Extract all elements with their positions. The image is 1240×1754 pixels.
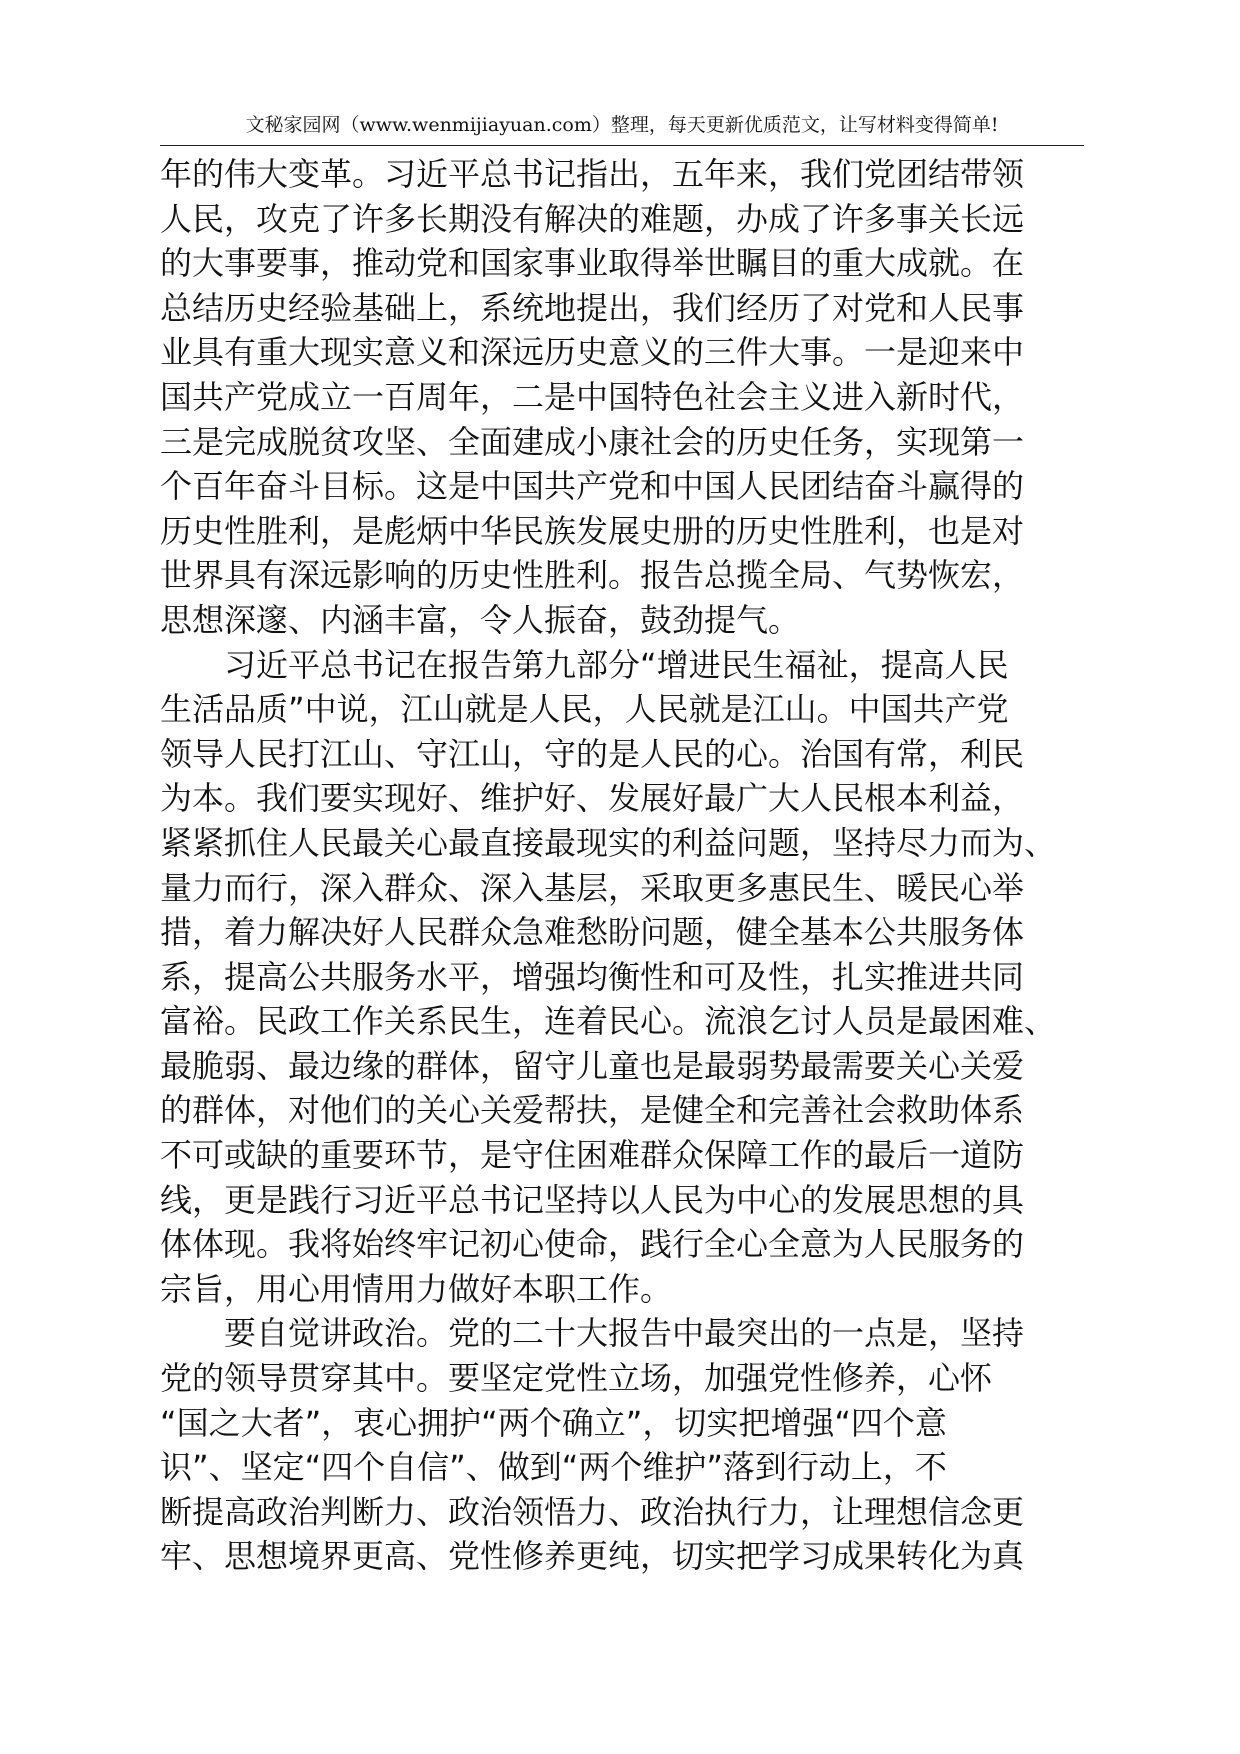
- paragraph: [160, 1311, 1084, 1579]
- paragraph-line: 年的伟大变革。习近平总书记指出，五年来，我们党团结带领: [160, 155, 1025, 193]
- paragraph-line: 线，更是践行习近平总书记坚持以人民为中心的发展思想的具: [160, 1180, 1025, 1219]
- paragraph-line: 国共产党成立一百周年，二是中国特色社会主义进入新时代，: [160, 377, 1025, 416]
- paragraph-line: 历史性胜利，是彪炳中华民族发展史册的历史性胜利，也是对: [160, 511, 1025, 550]
- paragraph-line: 个百年奋斗目标。这是中国共产党和中国人民团结奋斗赢得的: [160, 467, 1025, 506]
- paragraph-line: 总结历史经验基础上，系统地提出，我们经历了对党和人民事: [160, 288, 1025, 327]
- document-body: [160, 152, 1084, 1579]
- paragraph-line: 人民，攻克了许多长期没有解决的难题，办成了许多事关长远: [160, 199, 1025, 238]
- paragraph-line: 生活品质”中说，江山就是人民，人民就是江山。中国共产党: [160, 690, 1009, 729]
- paragraph-line: 富裕。民政工作关系民生，连着民心。流浪乞讨人员是最困难、: [160, 1002, 1057, 1041]
- paragraph-line: 要自觉讲政治。党的二十大报告中最突出的一点是，坚持: [224, 1314, 1025, 1353]
- paragraph-line: 习近平总书记在报告第九部分“增进民生福祉，提高人民: [224, 645, 1009, 684]
- paragraph-line: 最脆弱、最边缘的群体，留守儿童也是最弱势最需要关心关爱: [160, 1046, 1025, 1085]
- paragraph-line: 三是完成脱贫攻坚、全面建成小康社会的历史任务，实现第一: [160, 422, 1025, 461]
- paragraph-line: 为本。我们要实现好、维护好、发展好最广大人民根本利益，: [160, 779, 1025, 818]
- paragraph: [160, 643, 1084, 1312]
- paragraph: [160, 152, 1084, 643]
- paragraph-line: 紧紧抓住人民最关心最直接最现实的利益问题，坚持尽力而为、: [160, 823, 1057, 862]
- paragraph-line: 体体现。我将始终牢记初心使命，践行全心全意为人民服务的: [160, 1225, 1025, 1264]
- paragraph-line: 党的领导贯穿其中。要坚定党性立场，加强党性修养，心怀: [160, 1359, 993, 1398]
- paragraph-line: “国之大者”，衷心拥护“两个确立”，切实把增强“四个意: [160, 1403, 947, 1442]
- paragraph-line: 的大事要事，推动党和国家事业取得举世瞩目的重大成就。在: [160, 244, 1025, 283]
- paragraph-line: 措，着力解决好人民群众急难愁盼问题，健全基本公共服务体: [160, 913, 1025, 952]
- paragraph-line: 领导人民打江山、守江山，守的是人民的心。治国有常，利民: [160, 734, 1025, 773]
- paragraph-line: 思想深邃、内涵丰富，令人振奋，鼓劲提气。: [160, 600, 801, 639]
- paragraph-line: 世界具有深远影响的历史性胜利。报告总揽全局、气势恢宏，: [160, 556, 1025, 595]
- paragraph-line: 不可或缺的重要环节，是守住困难群众保障工作的最后一道防: [160, 1136, 1025, 1175]
- header-divider: [160, 145, 1084, 146]
- paragraph-line: 识”、坚定“四个自信”、做到“两个维护”落到行动上，不: [160, 1448, 947, 1487]
- paragraph-line: 的群体，对他们的关心关爱帮扶，是健全和完善社会救助体系: [160, 1091, 1025, 1130]
- paragraph-line: 业具有重大现实意义和深远历史意义的三件大事。一是迎来中: [160, 333, 1025, 372]
- paragraph-line: 宗旨，用心用情用力做好本职工作。: [160, 1269, 673, 1308]
- paragraph-line: 系，提高公共服务水平，增强均衡性和可及性，扎实推进共同: [160, 957, 1025, 996]
- paragraph-line: 量力而行，深入群众、深入基层，采取更多惠民生、暖民心举: [160, 868, 1025, 907]
- paragraph-line: 牢、思想境界更高、党性修养更纯，切实把学习成果转化为真: [160, 1537, 1025, 1576]
- page-header: 文秘家园网（www.wenmijiayuan.com）整理，每天更新优质范文，让写材料变得简单!: [245, 114, 999, 136]
- paragraph-line: 断提高政治判断力、政治领悟力、政治执行力，让理想信念更: [160, 1492, 1025, 1531]
